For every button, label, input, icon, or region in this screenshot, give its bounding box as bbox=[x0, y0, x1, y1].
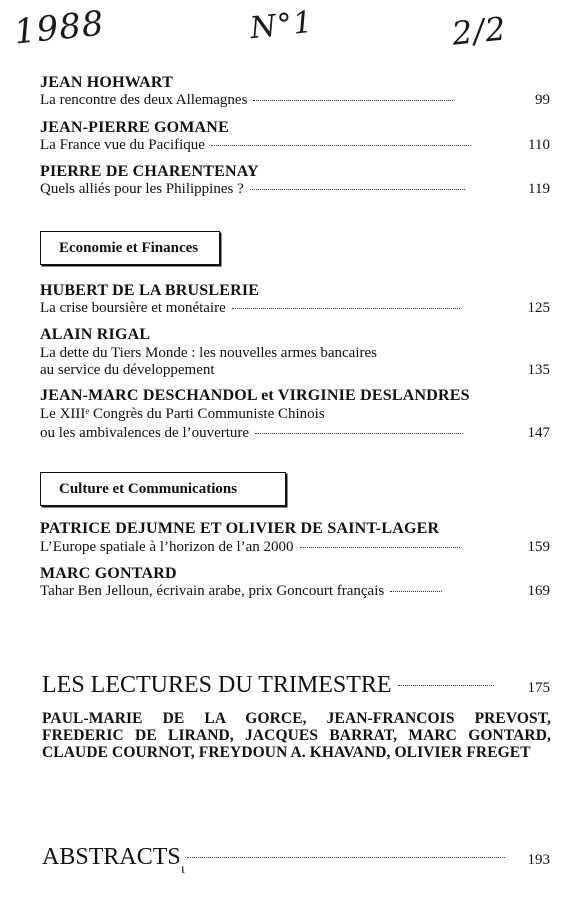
dot-leader bbox=[232, 307, 460, 309]
page-number: 175 bbox=[527, 680, 550, 696]
dot-leader bbox=[255, 432, 463, 434]
entry-title: La crise boursière et monétaire bbox=[40, 300, 226, 316]
entry-title-line1: La dette du Tiers Monde : les nouvelles armes bancaires bbox=[40, 345, 378, 361]
handwritten-issue: N°1 bbox=[248, 4, 315, 47]
toc-entry-abstracts[interactable] bbox=[42, 844, 550, 871]
author-gontard: MARC GONTARD bbox=[40, 565, 177, 582]
page-number: 119 bbox=[528, 181, 550, 197]
entry-title: La France vue du Pacifique bbox=[40, 137, 205, 153]
dot-leader bbox=[300, 546, 460, 548]
page-number: 99 bbox=[535, 92, 550, 108]
toc-entry-hohwart[interactable] bbox=[40, 92, 550, 109]
author-deschandol-deslandres: JEAN-MARC DESCHANDOL et VIRGINIE DESLANDRES bbox=[40, 387, 470, 404]
author-charentenay: PIERRE DE CHARENTENAY bbox=[40, 163, 259, 180]
lectures-title: LES LECTURES DU TRIMESTRE bbox=[42, 672, 392, 698]
dot-leader bbox=[253, 99, 453, 101]
toc-entry-gontard[interactable] bbox=[40, 583, 550, 600]
author-bruslerie: HUBERT DE LA BRUSLERIE bbox=[40, 282, 260, 299]
author-dejumne-saint-lager: PATRICE DEJUMNE ET OLIVIER DE SAINT-LAGER bbox=[40, 520, 440, 537]
author-rigal: ALAIN RIGAL bbox=[40, 326, 151, 343]
entry-title: L’Europe spatiale à l’horizon de l’an 2000 bbox=[40, 539, 294, 555]
dot-leader bbox=[211, 144, 471, 146]
handwritten-year: 1988 bbox=[12, 3, 107, 53]
scan-mark: ι bbox=[181, 862, 185, 877]
page-number: 125 bbox=[527, 300, 550, 316]
dot-leader bbox=[390, 590, 442, 592]
page-number: 147 bbox=[527, 425, 550, 441]
dot-leader bbox=[187, 856, 505, 858]
entry-title: au service du développement bbox=[40, 362, 215, 378]
lectures-contributors: PAUL-MARIE DE LA GORCE, JEAN-FRANCOIS PREVOST, FREDERIC DE LIRAND, JACQUES BARRAT, MARC GONTARD, CLAUDE COURNOT, FREYDOUN A. KHAVAND, OLIVIER FREGET bbox=[42, 710, 551, 761]
section-heading-culture: Culture et Communications bbox=[40, 472, 286, 506]
entry-title-line1: Le XIIIᵉ Congrès du Parti Communiste Chinois bbox=[40, 406, 325, 422]
author-gomane: JEAN-PIERRE GOMANE bbox=[40, 119, 229, 136]
page-number: 169 bbox=[527, 583, 550, 599]
toc-entry-rigal[interactable] bbox=[40, 362, 550, 379]
page-number: 159 bbox=[527, 539, 550, 555]
toc-entry-charentenay[interactable] bbox=[40, 181, 550, 198]
toc-entry-lectures[interactable] bbox=[42, 672, 550, 699]
author-hohwart: JEAN HOHWART bbox=[40, 74, 173, 91]
dot-leader bbox=[250, 188, 465, 190]
toc-entry-deschandol[interactable] bbox=[40, 425, 550, 442]
toc-entry-dejumne[interactable] bbox=[40, 539, 550, 556]
page-number: 193 bbox=[527, 852, 550, 868]
handwritten-part: 2/2 bbox=[450, 9, 509, 53]
abstracts-title: ABSTRACTS bbox=[42, 844, 181, 870]
page-number: 135 bbox=[527, 362, 550, 378]
page-number: 110 bbox=[528, 137, 550, 153]
entry-title: Tahar Ben Jelloun, écrivain arabe, prix Goncourt français bbox=[40, 583, 385, 599]
toc-entry-bruslerie[interactable] bbox=[40, 300, 550, 317]
toc-entry-gomane[interactable] bbox=[40, 137, 550, 154]
entry-title: ou les ambivalences de l’ouverture bbox=[40, 425, 250, 441]
entry-title: La rencontre des deux Allemagnes bbox=[40, 92, 248, 108]
section-heading-economie: Economie et Finances bbox=[40, 231, 220, 265]
dot-leader bbox=[398, 684, 494, 686]
entry-title: Quels alliés pour les Philippines ? bbox=[40, 181, 244, 197]
